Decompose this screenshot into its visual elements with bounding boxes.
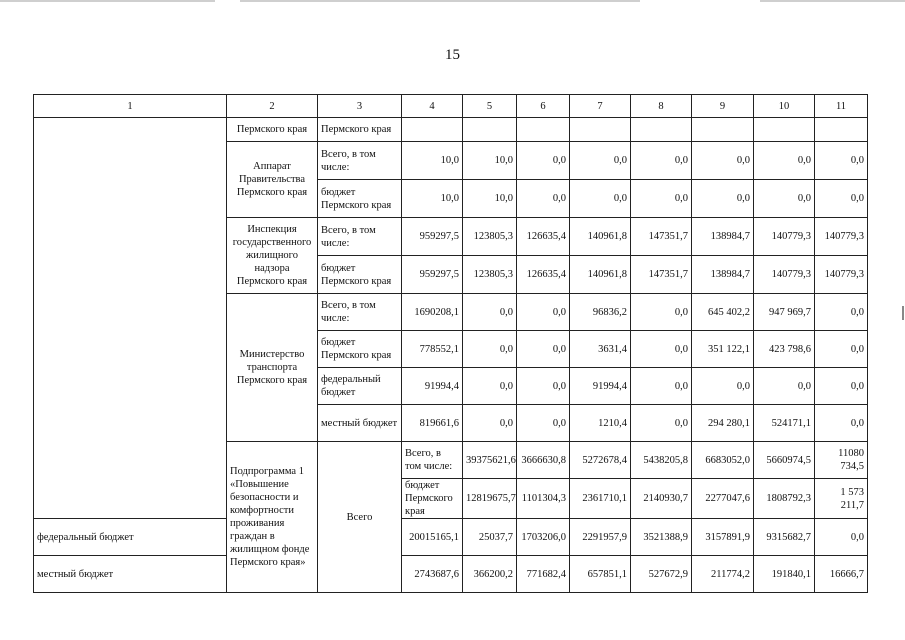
source-cell: Всего, в том числе:	[318, 294, 402, 331]
value-cell: 0,0	[463, 331, 517, 368]
value-cell: 0,0	[463, 405, 517, 442]
source-cell: бюджет Пермского края	[318, 256, 402, 294]
header-cell: 3	[318, 95, 402, 118]
top-rule-middle	[240, 0, 640, 2]
value-cell: 2140930,7	[631, 479, 692, 519]
header-cell: 9	[692, 95, 754, 118]
value-cell: 423 798,6	[754, 331, 815, 368]
value-cell: 5660974,5	[754, 442, 815, 479]
value-cell: 819661,6	[402, 405, 463, 442]
value-cell: 0,0	[517, 368, 570, 405]
value-cell: 91994,4	[402, 368, 463, 405]
header-cell: 10	[754, 95, 815, 118]
value-cell: 0,0	[692, 368, 754, 405]
value-cell: 140779,3	[815, 218, 868, 256]
value-cell: 0,0	[517, 294, 570, 331]
value-cell: 0,0	[463, 294, 517, 331]
subprogram-title: Подпрограмма 1 «Повышение безопасности и комфортности проживания граждан в жилищном фонде Пермского края»	[227, 442, 318, 593]
value-cell: 123805,3	[463, 218, 517, 256]
source-cell: местный бюджет	[318, 405, 402, 442]
header-cell: 7	[570, 95, 631, 118]
value-cell: 140779,3	[754, 218, 815, 256]
page-number: 15	[445, 47, 460, 63]
value-cell: 39375621,6	[463, 442, 517, 479]
header-cell: 5	[463, 95, 517, 118]
value-cell: 16666,7	[815, 556, 868, 593]
value-cell: 3521388,9	[631, 519, 692, 556]
value-cell: 0,0	[631, 405, 692, 442]
value-cell: 0,0	[815, 142, 868, 180]
header-row	[34, 95, 868, 118]
value-cell: 3666630,8	[517, 442, 570, 479]
source-cell: Всего, в том числе:	[318, 218, 402, 256]
table-row	[34, 118, 868, 142]
value-cell: 1808792,3	[754, 479, 815, 519]
value-cell: 947 969,7	[754, 294, 815, 331]
value-cell: 10,0	[463, 142, 517, 180]
value-cell: 147351,7	[631, 256, 692, 294]
value-cell: 0,0	[570, 142, 631, 180]
header-cell: 6	[517, 95, 570, 118]
value-cell: 2291957,9	[570, 519, 631, 556]
value-cell: 6683052,0	[692, 442, 754, 479]
value-cell: 147351,7	[631, 218, 692, 256]
value-cell: 959297,5	[402, 256, 463, 294]
value-cell: 778552,1	[402, 331, 463, 368]
budget-table	[33, 94, 868, 593]
header-cell: 1	[34, 95, 227, 118]
value-cell: 366200,2	[463, 556, 517, 593]
executor-cell: Пермского края	[227, 118, 318, 142]
value-cell: 0,0	[631, 142, 692, 180]
value-cell: 351 122,1	[692, 331, 754, 368]
value-cell: 25037,7	[463, 519, 517, 556]
value-cell: 0,0	[517, 405, 570, 442]
value-cell: 20015165,1	[402, 519, 463, 556]
value-cell: 96836,2	[570, 294, 631, 331]
value-cell: 1703206,0	[517, 519, 570, 556]
executor-cell: Аппарат Правительства Пермского края	[227, 142, 318, 218]
value-cell: 5438205,8	[631, 442, 692, 479]
table-row	[34, 556, 868, 593]
value-cell: 126635,4	[517, 256, 570, 294]
value-cell: 657851,1	[570, 556, 631, 593]
value-cell: 0,0	[815, 180, 868, 218]
header-cell: 8	[631, 95, 692, 118]
table-row	[34, 519, 868, 556]
value-cell: 140961,8	[570, 218, 631, 256]
value-cell: 0,0	[692, 142, 754, 180]
value-cell: 126635,4	[517, 218, 570, 256]
value-cell: 2743687,6	[402, 556, 463, 593]
value-cell: 211774,2	[692, 556, 754, 593]
source-cell: Всего, в том числе:	[402, 442, 463, 479]
value-cell: 0,0	[631, 331, 692, 368]
value-cell: 138984,7	[692, 256, 754, 294]
value-cell: 2361710,1	[570, 479, 631, 519]
value-cell: 123805,3	[463, 256, 517, 294]
value-cell: 0,0	[815, 294, 868, 331]
empty-cell	[34, 118, 227, 519]
value-cell: 0,0	[517, 331, 570, 368]
source-cell: местный бюджет	[34, 556, 227, 593]
value-cell: 771682,4	[517, 556, 570, 593]
top-rule-right	[760, 0, 905, 2]
header-cell: 11	[815, 95, 868, 118]
source-cell: бюджет Пермского края	[318, 331, 402, 368]
scan-edge-mark	[902, 306, 904, 320]
executor-cell: Инспекция государственного жилищного надзора Пермского края	[227, 218, 318, 294]
value-cell: 0,0	[631, 368, 692, 405]
source-cell: Пермского края	[318, 118, 402, 142]
value-cell: 0,0	[631, 180, 692, 218]
header-cell: 4	[402, 95, 463, 118]
value-cell: 0,0	[631, 294, 692, 331]
value-cell: 0,0	[754, 142, 815, 180]
value-cell: 11080 734,5	[815, 442, 868, 479]
value-cell: 0,0	[815, 368, 868, 405]
value-cell: 1690208,1	[402, 294, 463, 331]
value-cell: 9315682,7	[754, 519, 815, 556]
value-cell: 1210,4	[570, 405, 631, 442]
value-cell: 0,0	[570, 180, 631, 218]
value-cell: 959297,5	[402, 218, 463, 256]
header-cell: 2	[227, 95, 318, 118]
value-cell: 1101304,3	[517, 479, 570, 519]
source-cell: федеральный бюджет	[34, 519, 227, 556]
executor-cell: Министерство транспорта Пермского края	[227, 294, 318, 442]
value-cell: 12819675,7	[463, 479, 517, 519]
value-cell: 2277047,6	[692, 479, 754, 519]
value-cell: 140779,3	[815, 256, 868, 294]
value-cell: 91994,4	[570, 368, 631, 405]
value-cell: 0,0	[754, 180, 815, 218]
top-rule-left	[0, 0, 215, 2]
value-cell: 0,0	[463, 368, 517, 405]
source-cell: федеральный бюджет	[318, 368, 402, 405]
value-cell: 0,0	[815, 405, 868, 442]
value-cell: 0,0	[517, 180, 570, 218]
value-cell: 0,0	[517, 142, 570, 180]
executor-cell: Всего	[318, 442, 402, 593]
value-cell: 527672,9	[631, 556, 692, 593]
value-cell: 5272678,4	[570, 442, 631, 479]
value-cell: 1 573 211,7	[815, 479, 868, 519]
value-cell: 140961,8	[570, 256, 631, 294]
value-cell: 0,0	[754, 368, 815, 405]
source-cell: бюджет Пермского края	[402, 479, 463, 519]
source-cell: бюджет Пермского края	[318, 180, 402, 218]
value-cell: 3157891,9	[692, 519, 754, 556]
value-cell: 524171,1	[754, 405, 815, 442]
value-cell: 10,0	[402, 180, 463, 218]
value-cell: 10,0	[463, 180, 517, 218]
value-cell: 10,0	[402, 142, 463, 180]
value-cell: 0,0	[815, 519, 868, 556]
value-cell: 294 280,1	[692, 405, 754, 442]
value-cell: 3631,4	[570, 331, 631, 368]
value-cell: 138984,7	[692, 218, 754, 256]
value-cell: 645 402,2	[692, 294, 754, 331]
value-cell: 0,0	[815, 331, 868, 368]
value-cell: 191840,1	[754, 556, 815, 593]
value-cell: 0,0	[692, 180, 754, 218]
source-cell: Всего, в том числе:	[318, 142, 402, 180]
value-cell: 140779,3	[754, 256, 815, 294]
